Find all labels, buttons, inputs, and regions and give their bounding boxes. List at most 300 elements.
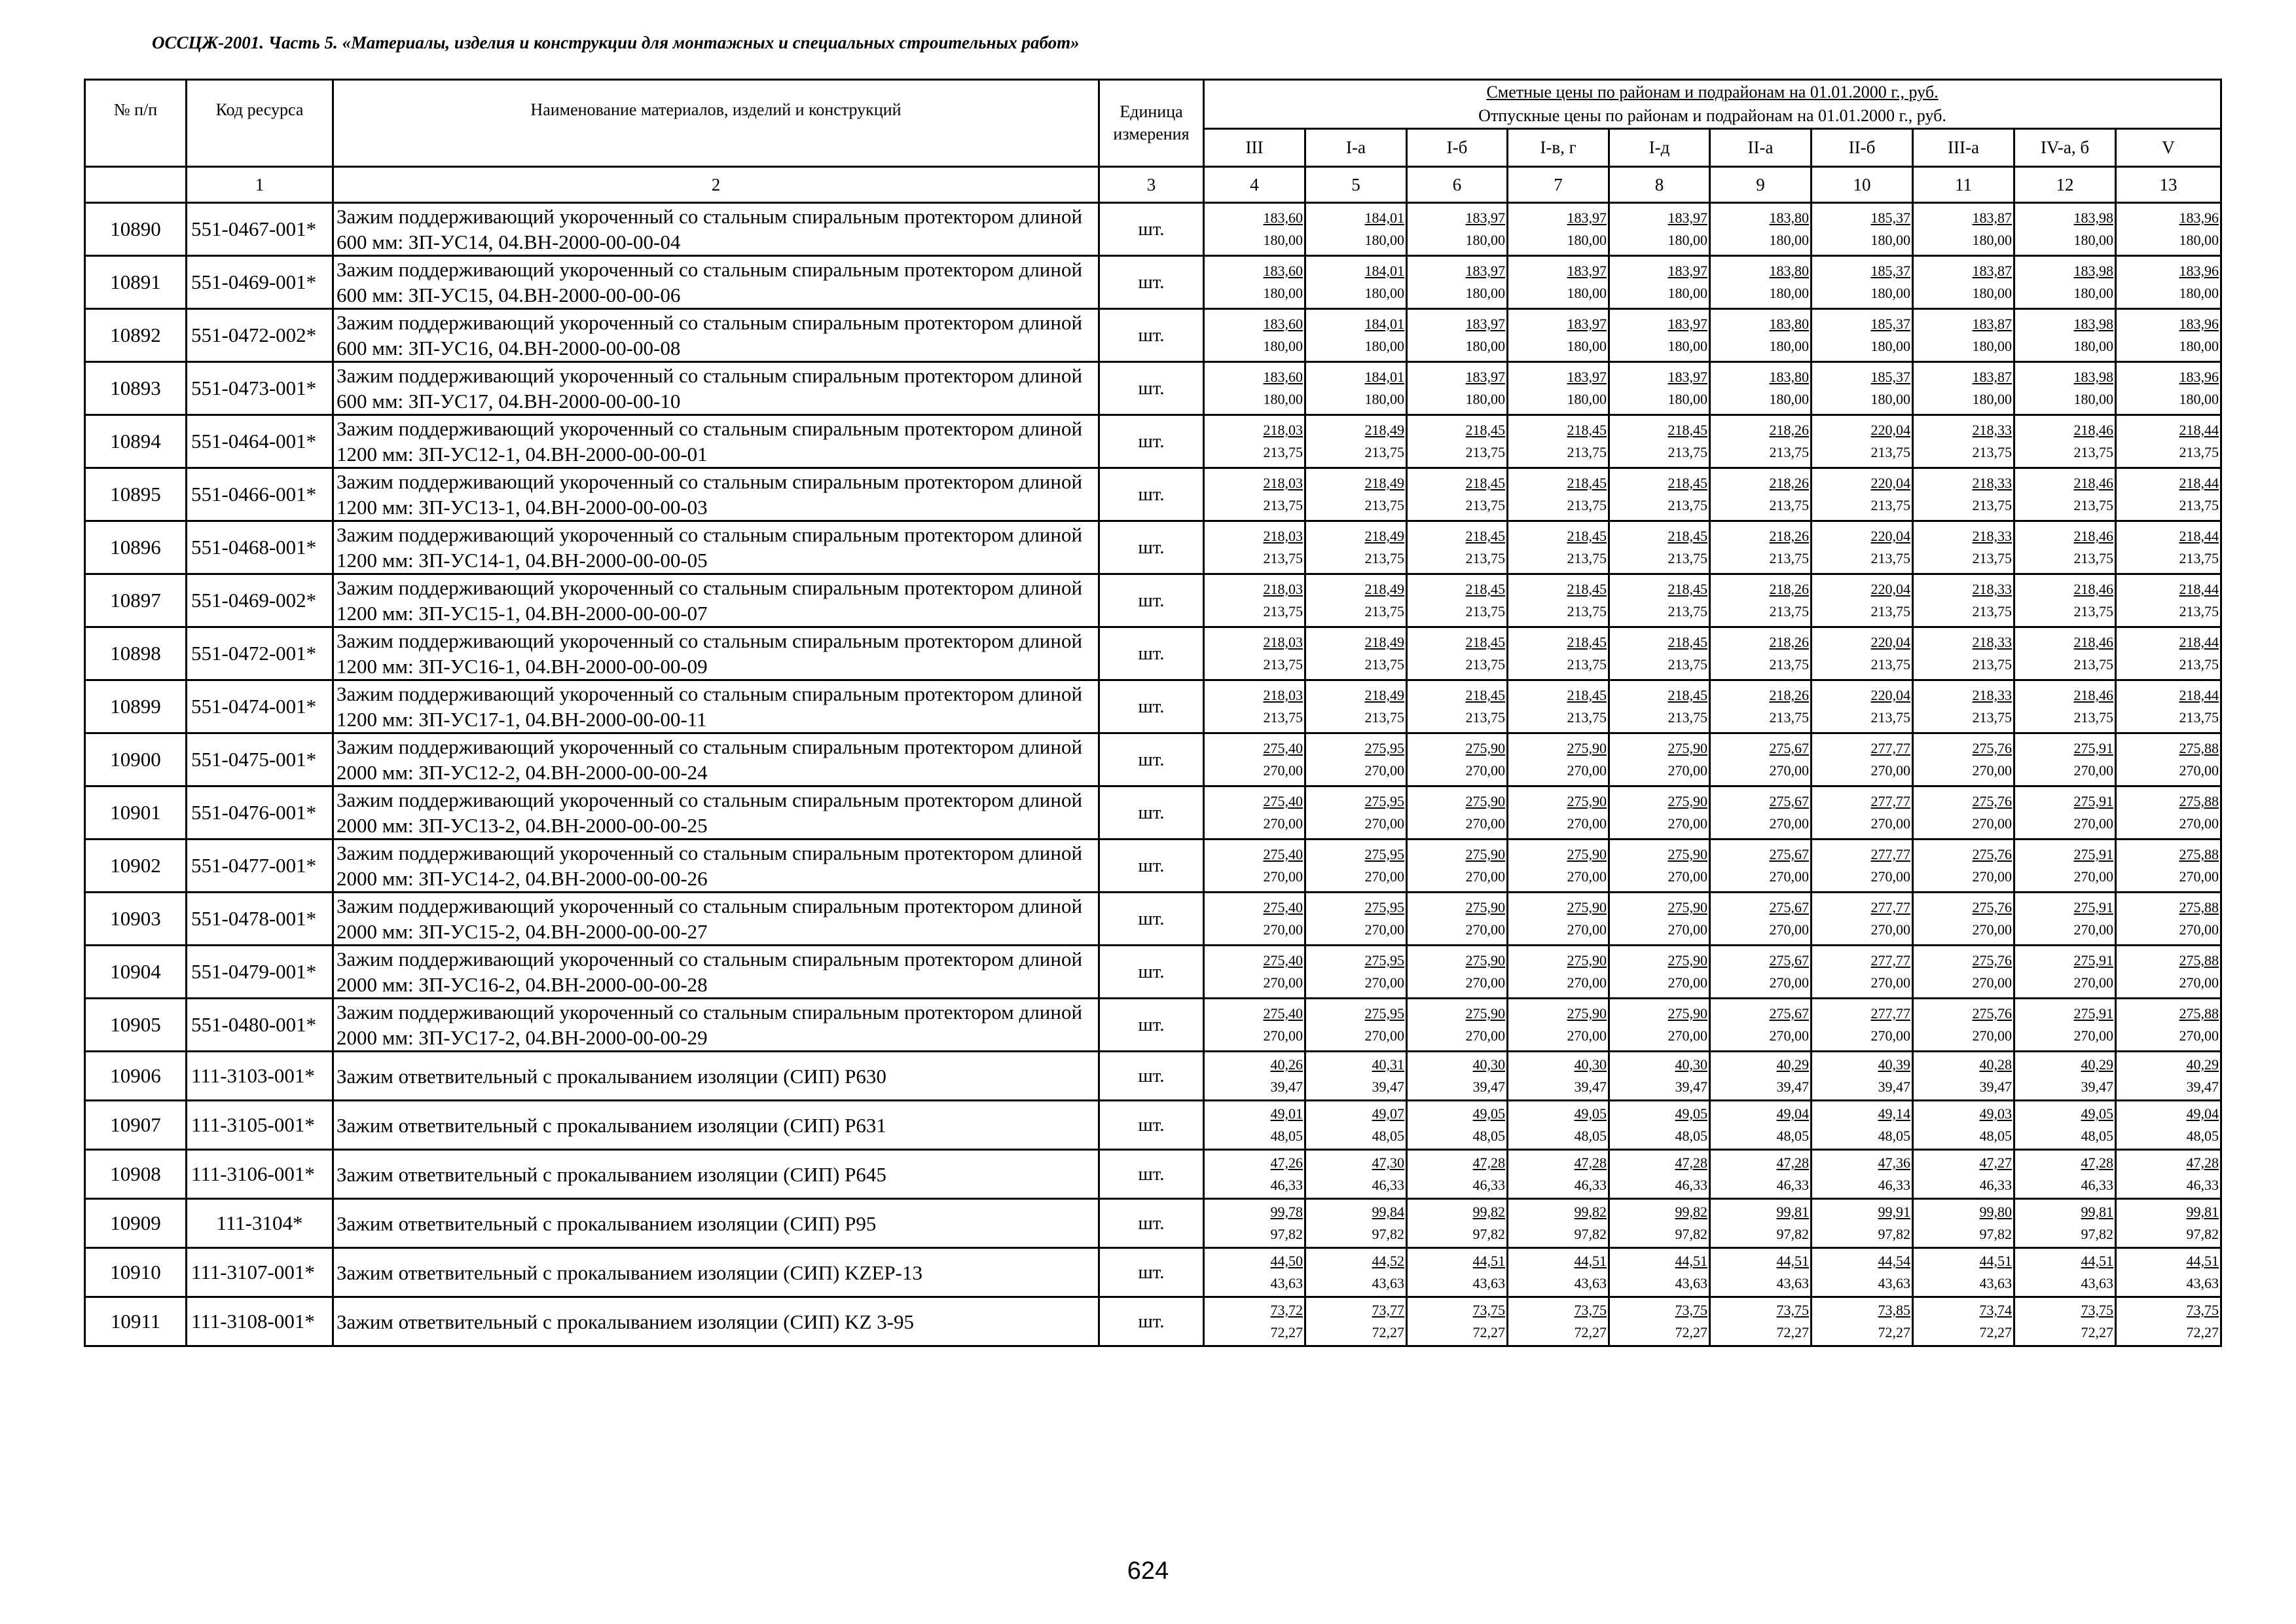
release-price: 270,00 (1364, 868, 1404, 885)
estimate-price: 275,76 (1972, 846, 2012, 862)
resource-code: 551-0469-001* (187, 256, 333, 309)
estimate-price: 275,95 (1364, 952, 1404, 969)
release-price: 270,00 (1870, 1027, 1910, 1044)
estimate-price: 275,90 (1567, 740, 1607, 756)
price-cell (1305, 1199, 1407, 1248)
estimate-price: 183,97 (1567, 210, 1607, 226)
release-price: 270,00 (1263, 1027, 1303, 1044)
release-price: 39,47 (2186, 1079, 2219, 1095)
estimate-price: 275,91 (2073, 740, 2113, 756)
header-code: Код ресурса (187, 80, 333, 167)
estimate-price: 218,45 (1667, 528, 1707, 544)
release-price: 43,63 (1776, 1275, 1809, 1291)
estimate-price: 218,45 (1465, 687, 1505, 703)
price-cell (1508, 574, 1609, 627)
table-row (85, 733, 2221, 786)
price-cell (2014, 733, 2116, 786)
price-cell (1305, 733, 1407, 786)
price-cell (1407, 574, 1508, 627)
price-cell (2116, 203, 2221, 256)
resource-code: 551-0472-002* (187, 309, 333, 362)
release-price: 180,00 (2073, 338, 2113, 354)
unit: шт. (1099, 415, 1204, 468)
release-price: 72,27 (1372, 1324, 1404, 1340)
item-name: Зажим поддерживающий укороченный со стальным спиральным протектором длиной 2000 мм: ЗП-УС13-2, 04.ВН-2000-00-00-25 (333, 786, 1099, 840)
price-cell (1913, 1248, 2014, 1297)
release-price: 270,00 (1465, 921, 1505, 938)
estimate-price: 218,49 (1364, 581, 1404, 597)
price-cell (1710, 1150, 1812, 1199)
release-price: 213,75 (2179, 550, 2219, 566)
release-price: 180,00 (1769, 285, 1809, 301)
release-price: 213,75 (1769, 603, 1809, 619)
estimate-price: 218,44 (2179, 581, 2219, 597)
release-price: 180,00 (2179, 232, 2219, 248)
price-cell (2116, 1150, 2221, 1199)
estimate-price: 218,03 (1263, 634, 1303, 650)
price-cell (1812, 733, 1913, 786)
price-cell (1508, 680, 1609, 733)
estimate-price: 183,87 (1972, 210, 2012, 226)
price-cell (1913, 203, 2014, 256)
price-cell (1609, 574, 1710, 627)
price-cell (1305, 627, 1407, 680)
price-cell (2014, 786, 2116, 840)
estimate-price: 183,97 (1667, 210, 1707, 226)
release-price: 213,75 (1769, 444, 1809, 460)
price-cell (1305, 893, 1407, 946)
release-price: 270,00 (1972, 974, 2012, 991)
release-price: 270,00 (1465, 762, 1505, 779)
estimate-price: 183,97 (1667, 263, 1707, 279)
release-price: 213,75 (1870, 497, 1910, 513)
release-price: 270,00 (1769, 868, 1809, 885)
estimate-price: 220,04 (1870, 528, 1910, 544)
price-cell (2014, 415, 2116, 468)
estimate-price: 218,03 (1263, 687, 1303, 703)
table-row (85, 256, 2221, 309)
estimate-price: 99,91 (1878, 1204, 1910, 1220)
price-cell (1609, 1150, 1710, 1199)
price-cell (1204, 309, 1305, 362)
header-row (85, 80, 2221, 129)
release-price: 213,75 (1567, 603, 1607, 619)
estimate-price: 40,39 (1878, 1056, 1910, 1073)
estimate-price: 275,76 (1972, 899, 2012, 915)
item-name: Зажим поддерживающий укороченный со стальным спиральным протектором длиной 2000 мм: ЗП-УС16-2, 04.ВН-2000-00-00-28 (333, 946, 1099, 999)
column-number: 12 (2014, 167, 2116, 203)
header-num: № п/п (85, 80, 187, 167)
item-name: Зажим поддерживающий укороченный со стальным спиральным протектором длиной 1200 мм: ЗП-УС15-1, 04.ВН-2000-00-00-07 (333, 574, 1099, 627)
estimate-price: 218,33 (1972, 634, 2012, 650)
price-cell (1508, 1101, 1609, 1150)
table-row (85, 468, 2221, 521)
price-cell (2116, 362, 2221, 415)
release-price: 180,00 (2179, 338, 2219, 354)
price-cell (1710, 999, 1812, 1052)
estimate-price: 183,97 (1465, 263, 1505, 279)
estimate-price: 183,96 (2179, 210, 2219, 226)
price-cell (1812, 840, 1913, 893)
price-cell (1305, 1150, 1407, 1199)
release-price: 46,33 (1878, 1177, 1910, 1193)
price-cell (1812, 893, 1913, 946)
release-price: 46,33 (1270, 1177, 1303, 1193)
table-row (85, 362, 2221, 415)
estimate-price: 275,67 (1769, 1005, 1809, 1022)
price-cell (1407, 468, 1508, 521)
release-price: 270,00 (1465, 868, 1505, 885)
column-number: 7 (1508, 167, 1609, 203)
price-cell (1913, 1297, 2014, 1346)
item-name: Зажим поддерживающий укороченный со стальным спиральным протектором длиной 600 мм: ЗП-УС14, 04.ВН-2000-00-00-04 (333, 203, 1099, 256)
estimate-price: 275,90 (1667, 952, 1707, 969)
release-price: 213,75 (1870, 603, 1910, 619)
estimate-price: 73,77 (1372, 1302, 1404, 1318)
release-price: 213,75 (1870, 550, 1910, 566)
unit: шт. (1099, 680, 1204, 733)
release-price: 270,00 (1465, 974, 1505, 991)
price-cell (2014, 999, 2116, 1052)
price-cell (1305, 999, 1407, 1052)
estimate-price: 218,03 (1263, 581, 1303, 597)
resource-code: 111-3104* (187, 1199, 333, 1248)
estimate-price: 183,87 (1972, 369, 2012, 385)
release-price: 213,75 (1465, 444, 1505, 460)
release-price: 39,47 (1472, 1079, 1505, 1095)
release-price: 213,75 (1769, 709, 1809, 726)
table-body (85, 203, 2221, 1346)
region-header: III-а (1913, 129, 2014, 167)
row-number: 10911 (85, 1297, 187, 1346)
release-price: 213,75 (1870, 656, 1910, 673)
release-price: 97,82 (1878, 1226, 1910, 1242)
price-cell (1812, 468, 1913, 521)
table-row (85, 1052, 2221, 1101)
price-cell (1305, 468, 1407, 521)
price-cell (1204, 946, 1305, 999)
release-price: 180,00 (1870, 232, 1910, 248)
table-row (85, 946, 2221, 999)
estimate-price: 40,29 (2081, 1056, 2113, 1073)
release-price: 270,00 (1263, 921, 1303, 938)
item-name: Зажим поддерживающий укороченный со стальным спиральным протектором длиной 2000 мм: ЗП-УС17-2, 04.ВН-2000-00-00-29 (333, 999, 1099, 1052)
estimate-price: 99,80 (1979, 1204, 2012, 1220)
price-cell (1508, 1150, 1609, 1199)
release-price: 270,00 (1567, 762, 1607, 779)
estimate-price: 183,96 (2179, 316, 2219, 332)
estimate-price: 49,03 (1979, 1105, 2012, 1122)
row-number: 10910 (85, 1248, 187, 1297)
release-price: 180,00 (1263, 391, 1303, 407)
estimate-price: 275,67 (1769, 793, 1809, 809)
release-price: 270,00 (2073, 974, 2113, 991)
price-cell (1407, 1248, 1508, 1297)
estimate-price: 40,28 (1979, 1056, 2012, 1073)
row-number: 10906 (85, 1052, 187, 1101)
release-price: 46,33 (2081, 1177, 2113, 1193)
estimate-price: 49,05 (1574, 1105, 1607, 1122)
row-number: 10904 (85, 946, 187, 999)
release-price: 213,75 (1972, 603, 2012, 619)
release-price: 180,00 (1769, 391, 1809, 407)
price-cell (1305, 309, 1407, 362)
estimate-price: 275,76 (1972, 793, 2012, 809)
column-number: 1 (187, 167, 333, 203)
estimate-price: 275,90 (1567, 846, 1607, 862)
column-number: 2 (333, 167, 1099, 203)
row-number: 10893 (85, 362, 187, 415)
price-cell (1609, 256, 1710, 309)
release-price: 180,00 (1870, 338, 1910, 354)
estimate-price: 275,67 (1769, 952, 1809, 969)
release-price: 180,00 (1972, 232, 2012, 248)
resource-code: 551-0476-001* (187, 786, 333, 840)
estimate-price: 218,44 (2179, 687, 2219, 703)
release-price: 39,47 (1675, 1079, 1707, 1095)
estimate-price: 49,05 (1472, 1105, 1505, 1122)
row-number: 10897 (85, 574, 187, 627)
release-price: 213,75 (1972, 444, 2012, 460)
price-cell (1407, 786, 1508, 840)
estimate-price: 275,90 (1567, 952, 1607, 969)
price-cell (1204, 256, 1305, 309)
price-cell (1407, 680, 1508, 733)
estimate-price: 277,77 (1870, 952, 1910, 969)
price-cell (2014, 946, 2116, 999)
release-price: 213,75 (1769, 656, 1809, 673)
release-price: 180,00 (1769, 232, 1809, 248)
release-price: 43,63 (1372, 1275, 1404, 1291)
estimate-price: 218,45 (1465, 422, 1505, 438)
release-price: 97,82 (1979, 1226, 2012, 1242)
estimate-price: 275,91 (2073, 952, 2113, 969)
item-name: Зажим ответвительный с прокалыванием изоляции (СИП) Р631 (333, 1101, 1099, 1150)
price-cell (2116, 1101, 2221, 1150)
price-cell (1609, 786, 1710, 840)
release-price: 213,75 (2073, 444, 2113, 460)
estimate-price: 183,98 (2073, 210, 2113, 226)
price-cell (1812, 627, 1913, 680)
price-cell (1913, 362, 2014, 415)
table-row (85, 415, 2221, 468)
price-cell (1305, 680, 1407, 733)
price-cell (2116, 733, 2221, 786)
price-cell (1609, 1052, 1710, 1101)
price-cell (1913, 1052, 2014, 1101)
price-cell (1812, 680, 1913, 733)
price-cell (1812, 1248, 1913, 1297)
item-name: Зажим поддерживающий укороченный со стальным спиральным протектором длиной 2000 мм: ЗП-УС15-2, 04.ВН-2000-00-00-27 (333, 893, 1099, 946)
estimate-price: 44,51 (2081, 1253, 2113, 1269)
price-cell (1710, 309, 1812, 362)
estimate-price: 183,96 (2179, 369, 2219, 385)
table-row (85, 893, 2221, 946)
release-price: 270,00 (1263, 974, 1303, 991)
release-price: 270,00 (1567, 974, 1607, 991)
estimate-price: 218,45 (1465, 528, 1505, 544)
release-price: 270,00 (1364, 1027, 1404, 1044)
price-cell (1609, 733, 1710, 786)
price-cell (2116, 309, 2221, 362)
estimate-price: 73,75 (1675, 1302, 1707, 1318)
price-cell (1508, 893, 1609, 946)
price-cell (2014, 1150, 2116, 1199)
price-cell (1913, 1199, 2014, 1248)
release-price: 213,75 (1364, 550, 1404, 566)
price-cell (2014, 574, 2116, 627)
price-cell (1407, 521, 1508, 574)
column-number-blank (85, 167, 187, 203)
release-price: 270,00 (1567, 815, 1607, 832)
price-cell (1913, 999, 2014, 1052)
price-cell (1204, 521, 1305, 574)
header-unit: Единица измерения (1099, 80, 1204, 167)
price-cell (1710, 521, 1812, 574)
estimate-price: 220,04 (1870, 687, 1910, 703)
estimate-price: 218,33 (1972, 475, 2012, 491)
price-cell (1204, 468, 1305, 521)
release-price: 180,00 (1870, 391, 1910, 407)
estimate-price: 44,50 (1270, 1253, 1303, 1269)
release-price: 97,82 (1270, 1226, 1303, 1242)
price-cell (1204, 786, 1305, 840)
price-cell (1913, 1150, 2014, 1199)
estimate-price: 220,04 (1870, 475, 1910, 491)
estimate-price: 47,27 (1979, 1154, 2012, 1171)
release-price: 213,75 (1263, 709, 1303, 726)
price-cell (1508, 468, 1609, 521)
release-price: 97,82 (1472, 1226, 1505, 1242)
item-name: Зажим поддерживающий укороченный со стальным спиральным протектором длиной 1200 мм: ЗП-УС14-1, 04.ВН-2000-00-00-05 (333, 521, 1099, 574)
unit: шт. (1099, 1150, 1204, 1199)
estimate-price: 47,30 (1372, 1154, 1404, 1171)
estimate-price: 184,01 (1364, 369, 1404, 385)
release-price: 270,00 (2179, 1027, 2219, 1044)
release-price: 213,75 (2179, 603, 2219, 619)
row-number: 10901 (85, 786, 187, 840)
price-cell (1305, 574, 1407, 627)
region-header: I-б (1407, 129, 1508, 167)
price-cell (1305, 415, 1407, 468)
release-price: 43,63 (1675, 1275, 1707, 1291)
release-price: 72,27 (1675, 1324, 1707, 1340)
row-number: 10894 (85, 415, 187, 468)
estimate-price: 49,04 (2186, 1105, 2219, 1122)
release-price: 270,00 (1364, 974, 1404, 991)
unit: шт. (1099, 733, 1204, 786)
release-price: 213,75 (2179, 497, 2219, 513)
header-prices-estimate: Сметные цены по районам и подрайонам на 01.01.2000 г., руб. (1486, 83, 1939, 101)
estimate-price: 218,26 (1769, 687, 1809, 703)
estimate-price: 183,60 (1263, 316, 1303, 332)
column-number: 9 (1710, 167, 1812, 203)
estimate-price: 218,49 (1364, 634, 1404, 650)
price-cell (1204, 203, 1305, 256)
price-cell (2014, 521, 2116, 574)
table-row (85, 840, 2221, 893)
unit: шт. (1099, 1199, 1204, 1248)
price-cell (1812, 1199, 1913, 1248)
header-prices (1204, 80, 2221, 129)
release-price: 180,00 (1263, 285, 1303, 301)
price-cell (1913, 468, 2014, 521)
release-price: 213,75 (1769, 550, 1809, 566)
estimate-price: 275,40 (1263, 1005, 1303, 1022)
release-price: 43,63 (1878, 1275, 1910, 1291)
price-cell (2014, 468, 2116, 521)
region-header: II-б (1812, 129, 1913, 167)
estimate-price: 218,46 (2073, 528, 2113, 544)
table-row (85, 203, 2221, 256)
release-price: 213,75 (1364, 603, 1404, 619)
release-price: 213,75 (1465, 709, 1505, 726)
release-price: 180,00 (1364, 232, 1404, 248)
price-cell (1305, 1052, 1407, 1101)
release-price: 180,00 (1667, 391, 1707, 407)
column-number: 3 (1099, 167, 1204, 203)
item-name: Зажим поддерживающий укороченный со стальным спиральным протектором длиной 1200 мм: ЗП-УС13-1, 04.ВН-2000-00-00-03 (333, 468, 1099, 521)
price-cell (1305, 203, 1407, 256)
price-cell (1204, 415, 1305, 468)
unit: шт. (1099, 203, 1204, 256)
price-cell (2116, 1199, 2221, 1248)
estimate-price: 218,26 (1769, 634, 1809, 650)
item-name: Зажим поддерживающий укороченный со стальным спиральным протектором длиной 2000 мм: ЗП-УС14-2, 04.ВН-2000-00-00-26 (333, 840, 1099, 893)
estimate-price: 218,45 (1667, 422, 1707, 438)
release-price: 270,00 (1769, 921, 1809, 938)
release-price: 48,05 (1574, 1128, 1607, 1144)
release-price: 213,75 (1263, 603, 1303, 619)
estimate-price: 218,33 (1972, 422, 2012, 438)
release-price: 180,00 (1465, 285, 1505, 301)
unit: шт. (1099, 574, 1204, 627)
price-cell (1204, 1248, 1305, 1297)
estimate-price: 185,37 (1870, 316, 1910, 332)
release-price: 213,75 (1263, 656, 1303, 673)
price-cell (1508, 946, 1609, 999)
release-price: 48,05 (1878, 1128, 1910, 1144)
price-cell (1609, 521, 1710, 574)
resource-code: 551-0464-001* (187, 415, 333, 468)
estimate-price: 218,49 (1364, 475, 1404, 491)
release-price: 180,00 (1465, 391, 1505, 407)
price-cell (2014, 840, 2116, 893)
release-price: 213,75 (1667, 603, 1707, 619)
header-prices-release: Отпускные цены по районам и подрайонам на 01.01.2000 г., руб. (1478, 106, 1946, 125)
price-cell (2014, 627, 2116, 680)
estimate-price: 99,81 (2081, 1204, 2113, 1220)
release-price: 270,00 (1769, 815, 1809, 832)
estimate-price: 183,97 (1567, 369, 1607, 385)
release-price: 180,00 (1263, 232, 1303, 248)
price-cell (1407, 1199, 1508, 1248)
release-price: 213,75 (1465, 497, 1505, 513)
release-price: 270,00 (1567, 921, 1607, 938)
estimate-price: 275,90 (1465, 952, 1505, 969)
estimate-price: 49,04 (1776, 1105, 1809, 1122)
price-cell (1812, 574, 1913, 627)
release-price: 270,00 (1667, 762, 1707, 779)
price-cell (1508, 415, 1609, 468)
table-row (85, 521, 2221, 574)
estimate-price: 277,77 (1870, 793, 1910, 809)
resource-code: 551-0480-001* (187, 999, 333, 1052)
estimate-price: 218,45 (1667, 634, 1707, 650)
price-cell (1710, 468, 1812, 521)
price-cell (1508, 733, 1609, 786)
price-cell (1305, 256, 1407, 309)
